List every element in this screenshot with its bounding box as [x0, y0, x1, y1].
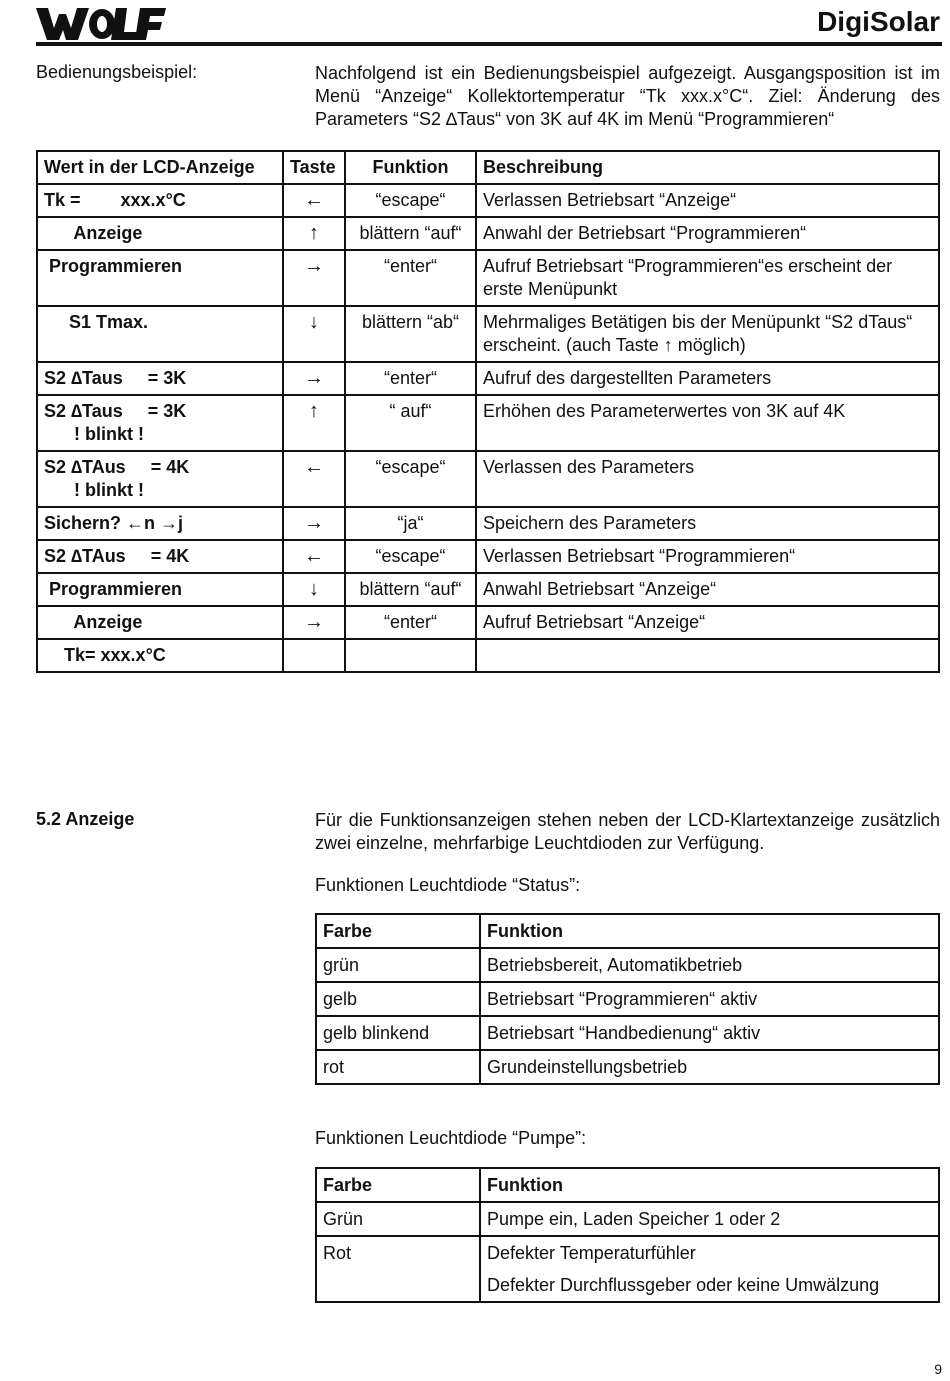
- function-value: Pumpe ein, Laden Speicher 1 oder 2: [480, 1202, 939, 1236]
- table-row: [37, 362, 939, 395]
- lcd-value: Anzeige: [37, 606, 283, 639]
- lcd-value: S2 ∆TAus = 4K ! blinkt !: [37, 451, 283, 507]
- description-value: [476, 639, 939, 672]
- table-row: [316, 982, 939, 1016]
- key-cell: [283, 395, 345, 451]
- table-row: [316, 1202, 939, 1236]
- function-value: blättern “auf“: [345, 573, 476, 606]
- key-cell: [283, 451, 345, 507]
- pump-caption: Funktionen Leuchtdiode “Pumpe”:: [315, 1128, 587, 1148]
- function-value: “ja“: [345, 507, 476, 540]
- lcd-value: S1 Tmax.: [37, 306, 283, 362]
- table-row: [37, 573, 939, 606]
- key-cell: [283, 606, 345, 639]
- arrow-right-icon: →: [304, 255, 324, 277]
- key-cell: [283, 250, 345, 306]
- table-row: [316, 1269, 939, 1302]
- table-row: [37, 250, 939, 306]
- key-cell: [283, 362, 345, 395]
- function-value: Defekter Temperaturfühler: [480, 1236, 939, 1269]
- description-value: Erhöhen des Parameterwertes von 3K auf 4K: [476, 395, 939, 451]
- description-value: Anwahl der Betriebsart “Programmieren“: [476, 217, 939, 250]
- arrow-left-icon: ←: [304, 456, 324, 478]
- arrow-right-icon: →: [304, 611, 324, 633]
- table-row: [316, 1016, 939, 1050]
- arrow-left-icon: ←: [304, 545, 324, 567]
- function-value: [345, 639, 476, 672]
- header-function: Funktion: [480, 1168, 939, 1202]
- function-value: Betriebsart “Programmieren“ aktiv: [480, 982, 939, 1016]
- page-number: 9: [934, 1361, 942, 1377]
- lcd-value: Programmieren: [37, 250, 283, 306]
- description-value: Aufruf Betriebsart “Programmieren“es erscheint der erste Menüpunkt: [476, 250, 939, 306]
- function-value: “ auf“: [345, 395, 476, 451]
- description-value: Mehrmaliges Betätigen bis der Menüpunkt “S2 dTaus“ erscheint. (auch Taste ↑ möglich): [476, 306, 939, 362]
- table-row: [37, 451, 939, 507]
- header-key: Taste: [283, 151, 345, 184]
- description-value: Verlassen des Parameters: [476, 451, 939, 507]
- function-value: blättern “ab“: [345, 306, 476, 362]
- table-row: [37, 606, 939, 639]
- function-value: blättern “auf“: [345, 217, 476, 250]
- key-cell: [283, 306, 345, 362]
- lcd-value: Sichern? ←n →j: [37, 507, 283, 540]
- color-value: rot: [316, 1050, 480, 1084]
- description-value: Aufruf Betriebsart “Anzeige“: [476, 606, 939, 639]
- section-heading: 5.2 Anzeige: [36, 809, 135, 829]
- function-value: Betriebsbereit, Automatikbetrieb: [480, 948, 939, 982]
- table-row: [37, 184, 939, 217]
- header-function: Funktion: [345, 151, 476, 184]
- table-row: [37, 507, 939, 540]
- arrow-left-icon: ←: [304, 189, 324, 211]
- color-value: [316, 1269, 480, 1302]
- lcd-value: Tk= xxx.x°C: [37, 639, 283, 672]
- arrow-right-icon: →: [304, 367, 324, 389]
- document-title: DigiSolar: [817, 6, 940, 37]
- lcd-value: Anzeige: [37, 217, 283, 250]
- lcd-value: S2 ∆Taus = 3K ! blinkt !: [37, 395, 283, 451]
- description-value: Verlassen Betriebsart “Anzeige“: [476, 184, 939, 217]
- lcd-value: Tk = xxx.x°C: [37, 184, 283, 217]
- arrow-up-icon: ↑: [309, 222, 319, 244]
- description-value: Verlassen Betriebsart “Programmieren“: [476, 540, 939, 573]
- key-cell: [283, 184, 345, 217]
- table-row: [316, 1236, 939, 1269]
- status-led-table: [315, 913, 940, 1085]
- function-value: Betriebsart “Handbedienung“ aktiv: [480, 1016, 939, 1050]
- function-value: “enter“: [345, 606, 476, 639]
- color-value: Rot: [316, 1236, 480, 1269]
- function-value: Defekter Durchflussgeber oder keine Umwälzung: [480, 1269, 939, 1302]
- arrow-down-icon: ↓: [309, 578, 319, 600]
- color-value: grün: [316, 948, 480, 982]
- arrow-down-icon: ↓: [309, 311, 319, 333]
- function-value: “enter“: [345, 362, 476, 395]
- table-row: [316, 948, 939, 982]
- key-cell: [283, 540, 345, 573]
- function-value: “escape“: [345, 451, 476, 507]
- arrow-right-icon: →: [304, 512, 324, 534]
- table-header-row: [37, 151, 939, 184]
- header-rule: [36, 42, 942, 46]
- color-value: gelb: [316, 982, 480, 1016]
- table-row: [37, 217, 939, 250]
- function-value: “escape“: [345, 540, 476, 573]
- table-header-row: [316, 914, 939, 948]
- arrow-up-icon: ↑: [309, 400, 319, 422]
- table-row: [37, 639, 939, 672]
- description-value: Aufruf des dargestellten Parameters: [476, 362, 939, 395]
- header-description: Beschreibung: [476, 151, 939, 184]
- color-value: gelb blinkend: [316, 1016, 480, 1050]
- wolf-logo: [36, 4, 166, 42]
- status-caption: Funktionen Leuchtdiode “Status”:: [315, 875, 581, 895]
- header-lcd: Wert in der LCD-Anzeige: [37, 151, 283, 184]
- table-header-row: [316, 1168, 939, 1202]
- key-cell: [283, 639, 345, 672]
- lcd-value: S2 ∆Taus = 3K: [37, 362, 283, 395]
- lcd-value: Programmieren: [37, 573, 283, 606]
- description-value: Speichern des Parameters: [476, 507, 939, 540]
- description-value: Anwahl Betriebsart “Anzeige“: [476, 573, 939, 606]
- table-row: [37, 395, 939, 451]
- function-value: “enter“: [345, 250, 476, 306]
- header-color: Farbe: [316, 914, 480, 948]
- key-cell: [283, 573, 345, 606]
- lcd-value: S2 ∆TAus = 4K: [37, 540, 283, 573]
- intro-label: Bedienungsbeispiel:: [36, 62, 198, 82]
- pump-led-table: [315, 1167, 940, 1303]
- function-value: Grundeinstellungsbetrieb: [480, 1050, 939, 1084]
- key-cell: [283, 507, 345, 540]
- color-value: Grün: [316, 1202, 480, 1236]
- section-text: Für die Funktionsanzeigen stehen neben der LCD-Klartextanzeige zusätzlich zwei einzelne, mehrfarbige Leuchtdioden zur Verfügung.: [315, 810, 940, 853]
- table-row: [37, 540, 939, 573]
- header-color: Farbe: [316, 1168, 480, 1202]
- function-value: “escape“: [345, 184, 476, 217]
- header-function: Funktion: [480, 914, 939, 948]
- key-cell: [283, 217, 345, 250]
- operation-example-table: [36, 150, 940, 673]
- table-row: [37, 306, 939, 362]
- table-row: [316, 1050, 939, 1084]
- intro-text: Nachfolgend ist ein Bedienungsbeispiel aufgezeigt. Ausgangsposition ist im Menü “Anzeige“ Kollektortemperatur “Tk xxx.x°C“. Ziel: Änderung des Parameters “S2 ∆Taus“ von 3K auf 4K im Menü “Programmieren“: [315, 63, 940, 129]
